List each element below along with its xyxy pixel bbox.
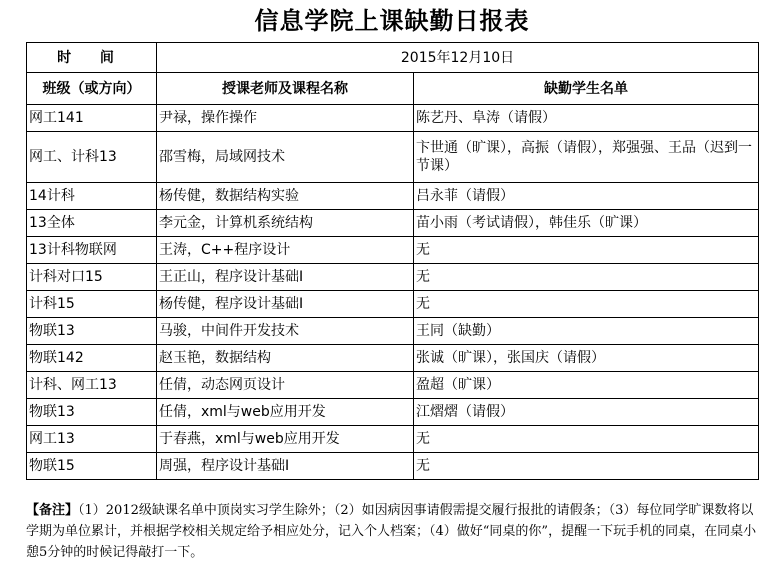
cell-class: 13计科物联网	[27, 237, 157, 264]
cell-absent: 王同（缺勤）	[414, 318, 759, 345]
cell-course: 赵玉艳，数据结构	[157, 345, 414, 372]
cell-course: 任倩，动态网页设计	[157, 372, 414, 399]
cell-class: 计科、网工13	[27, 372, 157, 399]
date-label: 时 间	[27, 43, 157, 73]
table-row	[27, 105, 759, 132]
cell-absent: 无	[414, 264, 759, 291]
table-row	[27, 237, 759, 264]
table-row	[27, 132, 759, 183]
table-row	[27, 183, 759, 210]
cell-absent: 无	[414, 291, 759, 318]
cell-course: 邵雪梅，局域网技术	[157, 132, 414, 183]
cell-absent: 盈超（旷课）	[414, 372, 759, 399]
cell-course: 于春燕，xml与web应用开发	[157, 426, 414, 453]
cell-absent: 无	[414, 237, 759, 264]
cell-class: 物联13	[27, 399, 157, 426]
cell-course: 杨传健，数据结构实验	[157, 183, 414, 210]
table-row	[27, 372, 759, 399]
cell-absent: 无	[414, 453, 759, 480]
column-header-absent: 缺勤学生名单	[414, 73, 759, 105]
report-title: 信息学院上课缺勤日报表	[254, 6, 530, 35]
cell-class: 计科对口15	[27, 264, 157, 291]
cell-class: 网工、计科13	[27, 132, 157, 183]
cell-course: 李元金，计算机系统结构	[157, 210, 414, 237]
cell-class: 网工13	[27, 426, 157, 453]
cell-class: 网工141	[27, 105, 157, 132]
table-row	[27, 345, 759, 372]
table-row	[27, 264, 759, 291]
cell-class: 物联15	[27, 453, 157, 480]
cell-absent: 卞世通（旷课），高振（请假），郑强强、王品（迟到一节课）	[414, 132, 759, 183]
cell-class: 13全体	[27, 210, 157, 237]
cell-absent: 苗小雨（考试请假），韩佳乐（旷课）	[414, 210, 759, 237]
cell-course: 杨传健，程序设计基础I	[157, 291, 414, 318]
cell-class: 计科15	[27, 291, 157, 318]
cell-absent: 陈艺丹、阜涛（请假）	[414, 105, 759, 132]
table-row	[27, 291, 759, 318]
cell-class: 物联13	[27, 318, 157, 345]
table-row	[27, 399, 759, 426]
cell-class: 14计科	[27, 183, 157, 210]
cell-course: 尹禄，操作操作	[157, 105, 414, 132]
notes-text: （1）2012级缺课名单中顶岗实习学生除外；（2）如因病因事请假需提交履行报批的请假条；（3）每位同学旷课数将以学期为单位累计，并根据学校相关规定给予相应处分，记入个人档案；（4）做好“同桌的你”，提醒一下玩手机的同桌，在同桌小憩5分钟的时候记得敲打一下。	[26, 503, 757, 560]
header-row	[27, 73, 759, 105]
cell-absent: 张诚（旷课），张国庆（请假）	[414, 345, 759, 372]
table-row	[27, 453, 759, 480]
cell-course: 马骏，中间件开发技术	[157, 318, 414, 345]
cell-course: 王正山，程序设计基础I	[157, 264, 414, 291]
cell-course: 王涛，C++程序设计	[157, 237, 414, 264]
table-row	[27, 210, 759, 237]
cell-absent: 江熠熠（请假）	[414, 399, 759, 426]
column-header-class: 班级（或方向）	[27, 73, 157, 105]
date-value: 2015年12月10日	[157, 43, 759, 73]
notes-lead: 【备注】	[26, 503, 79, 518]
column-header-course: 授课老师及课程名称	[157, 73, 414, 105]
date-row	[27, 43, 759, 73]
cell-class: 物联142	[27, 345, 157, 372]
table-row	[27, 318, 759, 345]
notes-section	[26, 500, 766, 563]
cell-course: 周强，程序设计基础I	[157, 453, 414, 480]
table-row	[27, 426, 759, 453]
cell-absent: 无	[414, 426, 759, 453]
attendance-table	[26, 42, 759, 480]
cell-course: 任倩，xml与web应用开发	[157, 399, 414, 426]
cell-absent: 吕永菲（请假）	[414, 183, 759, 210]
